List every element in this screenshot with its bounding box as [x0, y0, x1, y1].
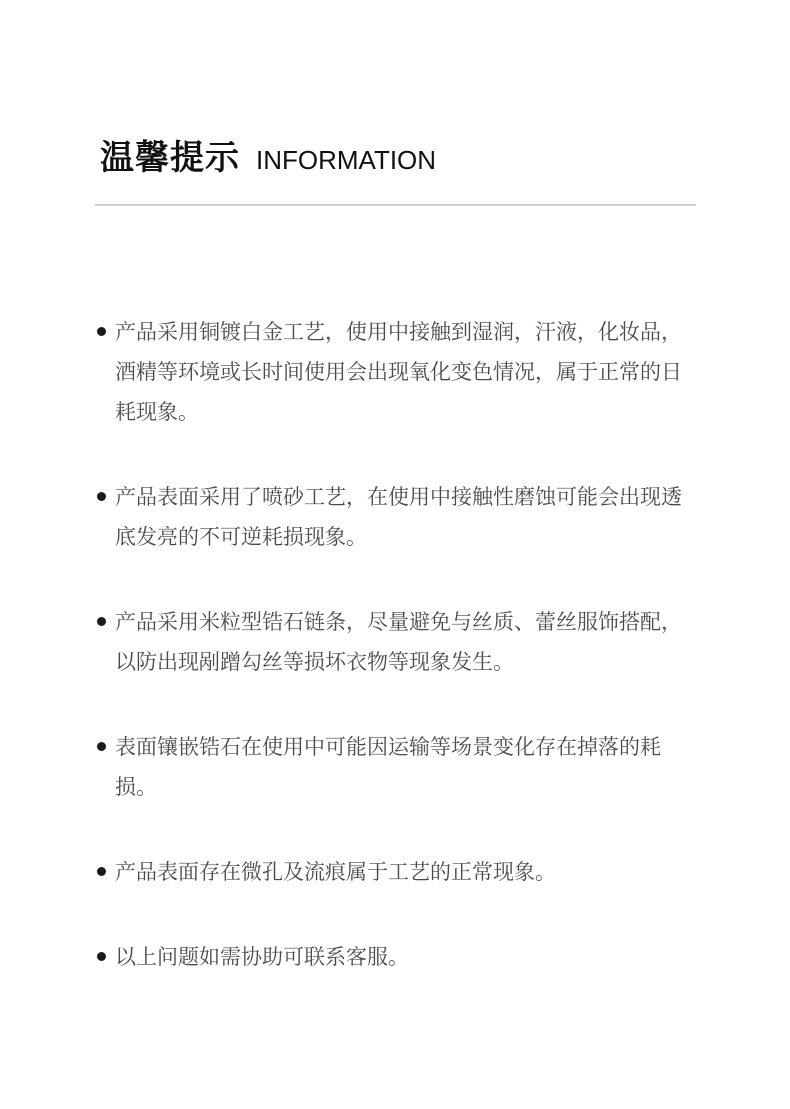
notice-item: [95, 852, 695, 892]
notice-text: 产品采用铜镀白金工艺，使用中接触到湿润，汗液，化妆品，酒精等环境或长时间使用会出现氧化变色情况，属于正常的日耗现象。: [115, 320, 682, 424]
bullet-icon: [97, 327, 106, 336]
page-title: 温馨提示: [100, 138, 240, 178]
bullet-icon: [97, 742, 106, 751]
bullet-icon: [97, 867, 106, 876]
notice-text: 产品采用米粒型锆石链条，尽量避免与丝质、蕾丝服饰搭配，以防出现剐蹭勾丝等损坏衣物等现象发生。: [115, 610, 682, 674]
page-header: [100, 130, 436, 179]
notice-item: [95, 727, 695, 807]
notice-item: [95, 937, 695, 977]
header-divider: [95, 204, 696, 206]
notice-text: 以上问题如需协助可联系客服。: [115, 945, 409, 969]
notice-item: [95, 312, 695, 432]
notice-text: 产品表面存在微孔及流痕属于工艺的正常现象。: [115, 860, 556, 884]
notice-text: 产品表面采用了喷砂工艺，在使用中接触性磨蚀可能会出现透底发亮的不可逆耗损现象。: [115, 485, 682, 549]
bullet-icon: [97, 617, 106, 626]
bullet-icon: [97, 492, 106, 501]
notice-item: [95, 602, 695, 682]
bullet-icon: [97, 952, 106, 961]
notice-list: [95, 312, 695, 1022]
notice-item: [95, 477, 695, 557]
notice-text: 表面镶嵌锆石在使用中可能因运输等场景变化存在掉落的耗损。: [115, 735, 661, 799]
page-subtitle: INFORMATION: [256, 145, 437, 175]
